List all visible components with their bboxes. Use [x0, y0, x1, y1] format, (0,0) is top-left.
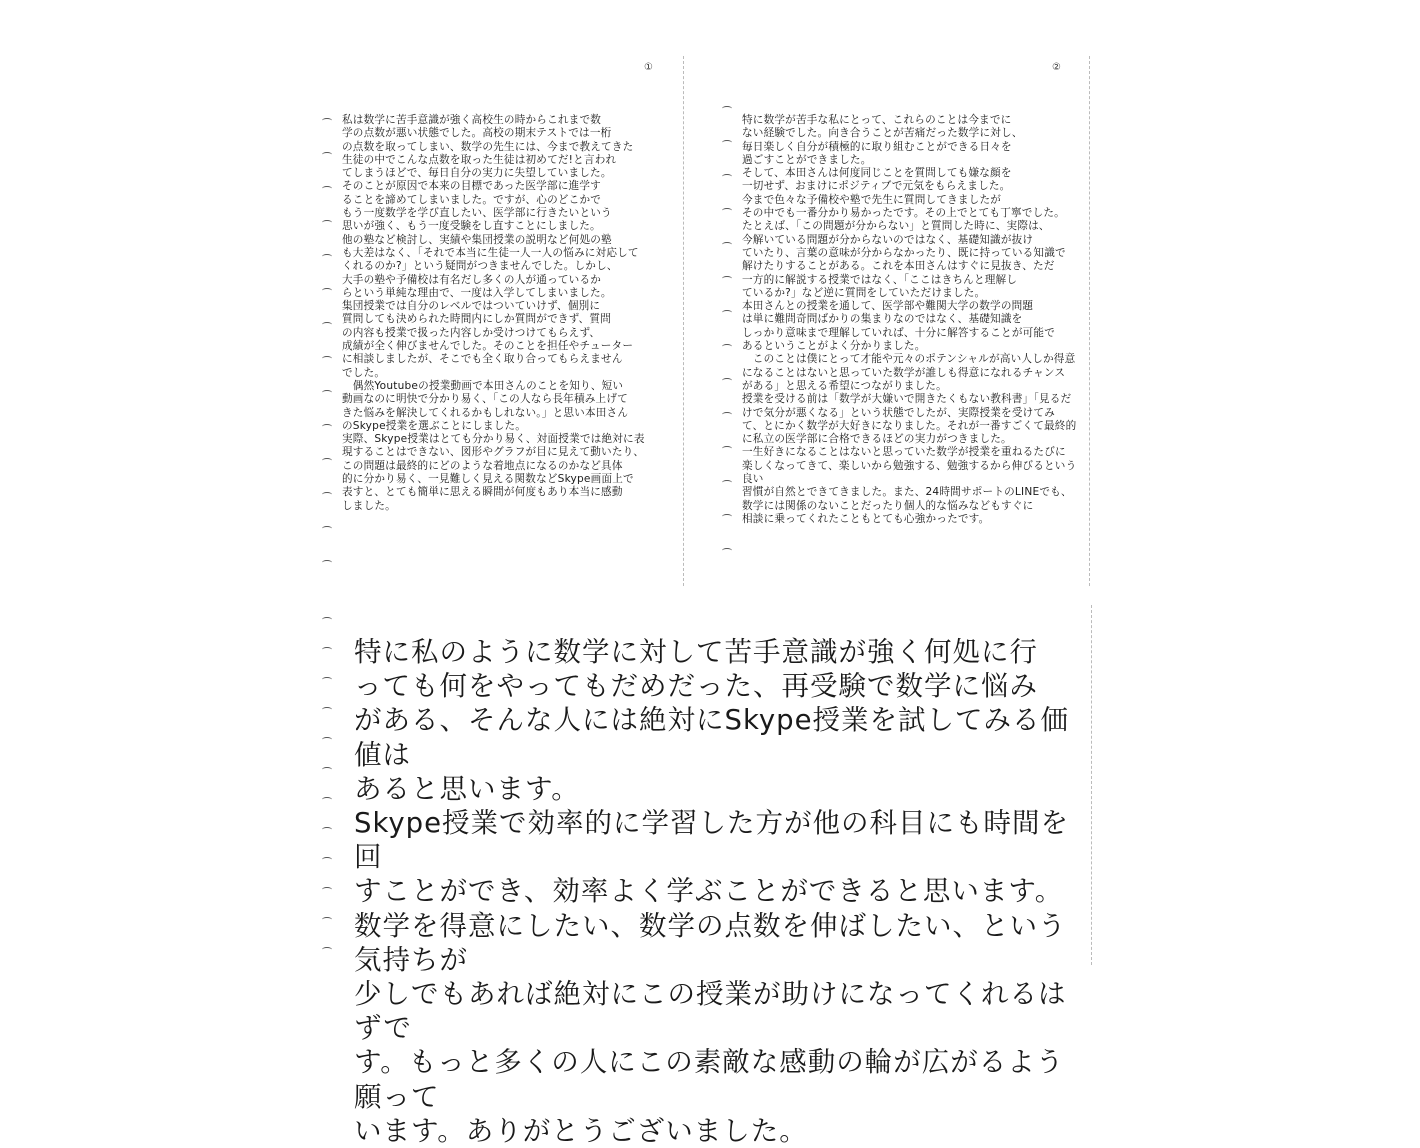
- handwritten-text: 私は数学に苦手意識が強く高校生の時からこれまで数 学の点数が悪い状態でした。高校の期末テストでは一桁 の点数を取ってしまい、数学の先生には、今まで教えてきた 生徒の中でこんな点数を取った生徒は初めてだ!と言われ てしまうほどで、毎日自分の実力に失望していました。 そのことが原因で本来の目標であった医学部に進学す ることを諦めてしまいました。ですが、心のどこかで もう一度数学を学び直したい、医学部に行きたいという 思いが強く、もう一度受験をし直すことにしました。 他の塾など検討し、実績や集団授業の説明など何処の塾 も大差はなく、「それで本当に生徒一人一人の悩みに対応して くれるのか?」という疑問がつきませんでした。しかし、 大手の塾や予備校は有名だし多くの人が通っているか らという単純な理由で、一度は入学してしまいました。 集団授業では自分のレベルではついていけず、個別に 質問しても決められた時間内にしか質問ができず、質問 の内容も授業で扱った内容しか受けつけてもらえず、 成績が全く伸びませんでした。そのことを担任やチューター に相談しましたが、そこでも全く取り合ってもらえません でした。 偶然Youtubeの授業動画で本田さんのことを知り、短い 動画なのに明快で分かり易く、「この人なら長年積み上げて きた悩みを解決してくれるかもしれない。」と思い本田さん のSkype授業を選ぶことにしました。 実際、Skype授業はとても分かり易く、対面授業では絶対に表 現することはできない、図形やグラフが目に見えて動いたり、 この問題は最終的にどのような着地点になるのかなど具体 的に分かり易く、一見難しく見える関数などSkype画面上で 表すと、とても簡単に思える瞬間が何度もあり本当に感動 しました。: [342, 114, 645, 512]
- margin-ruling: [683, 56, 690, 586]
- page-number: ②: [1052, 62, 1061, 73]
- handwritten-text: 特に数学が苦手な私にとって、これらのことは今までに ない経験でした。向き合うことが苦痛だった数学に対し、 毎日楽しく自分が積極的に取り組むことができる日々を 過ごすことができました。 そして、本田さんは何度同じことを質問しても嫌な顔を 一切せず、おまけにポジティブで元気をもらえました。 今まで色々な予備校や塾で先生に質問してきましたが その中でも一番分かり易かったです。その上でとても丁寧でした。 たとえば、「この問題が分からない」と質問した時に、実際は、 今解いている問題が分からないのではなく、基礎知識が抜け ていたり、言葉の意味が分からなかったり、既に持っている知識で 解けたりすることがある。これを本田さんはすぐに見抜き、ただ 一方的に解説する授業ではなく、「ここはきちんと理解し ているか?」など逆に質問をしていただけました。 本田さんとの授業を通して、医学部や難関大学の数学の問題 は単に難問奇問ばかりの集まりなのではなく、基礎知識を しっかり意味まで理解していれば、十分に解答することが可能で あるということがよく分かりました。 このことは僕にとって才能や元々のポテンシャルが高い人しか得意 になることはないと思っていた数学が誰しも得意になれるチャンス がある」と思える希望につながりました。 授業を受ける前は「数学が大嫌いで開きたくもない教科書」「見るだ けで気分が悪くなる」という状態でしたが、実際授業を受けてみ て、とにかく数学が大好きになりました。それが一番すごくて最終的 に私立の医学部に合格できるほどの実力がつきました。 一生好きになることはないと思っていた数学が授業を重ねるたびに 楽しくなってきて、楽しいから勉強する、勉強するから伸びるという良い 習慣が自然とできてきました。また、24時間サポートのLINEでも、 数学には関係のないことだったり個人的な悩みなどもすぐに 相談に乗ってくれたこともとても心強かったです。: [742, 114, 1077, 525]
- binding-holes: [318, 605, 340, 965]
- page-number: ①: [644, 62, 653, 73]
- binding-holes: [318, 56, 340, 586]
- margin-ruling: [1089, 56, 1096, 586]
- binding-holes: [718, 56, 740, 586]
- handwritten-text: 特に私のように数学に対して苦手意識が強く何処に行 っても何をやってもだめだった、再受験で数学に悩み がある、そんな人には絶対にSkype授業を試してみる価値は あると思います。 Skype授業で効率的に学習した方が他の科目にも時間を回 すことができ、効率よく学ぶことができると思います。 数学を得意にしたい、数学の点数を伸ばしたい、という気持ちが 少しでもあれば絶対にこの授業が助けになってくれるはずで す。もっと多くの人にこの素敵な感動の輪が広がるよう願って います。ありがとうございました。: [354, 636, 1070, 1147]
- margin-ruling: [1091, 605, 1098, 965]
- notebook-page-2: [718, 56, 1096, 586]
- notebook-page-1: [318, 56, 690, 586]
- notebook-page-3: [318, 605, 1098, 1147]
